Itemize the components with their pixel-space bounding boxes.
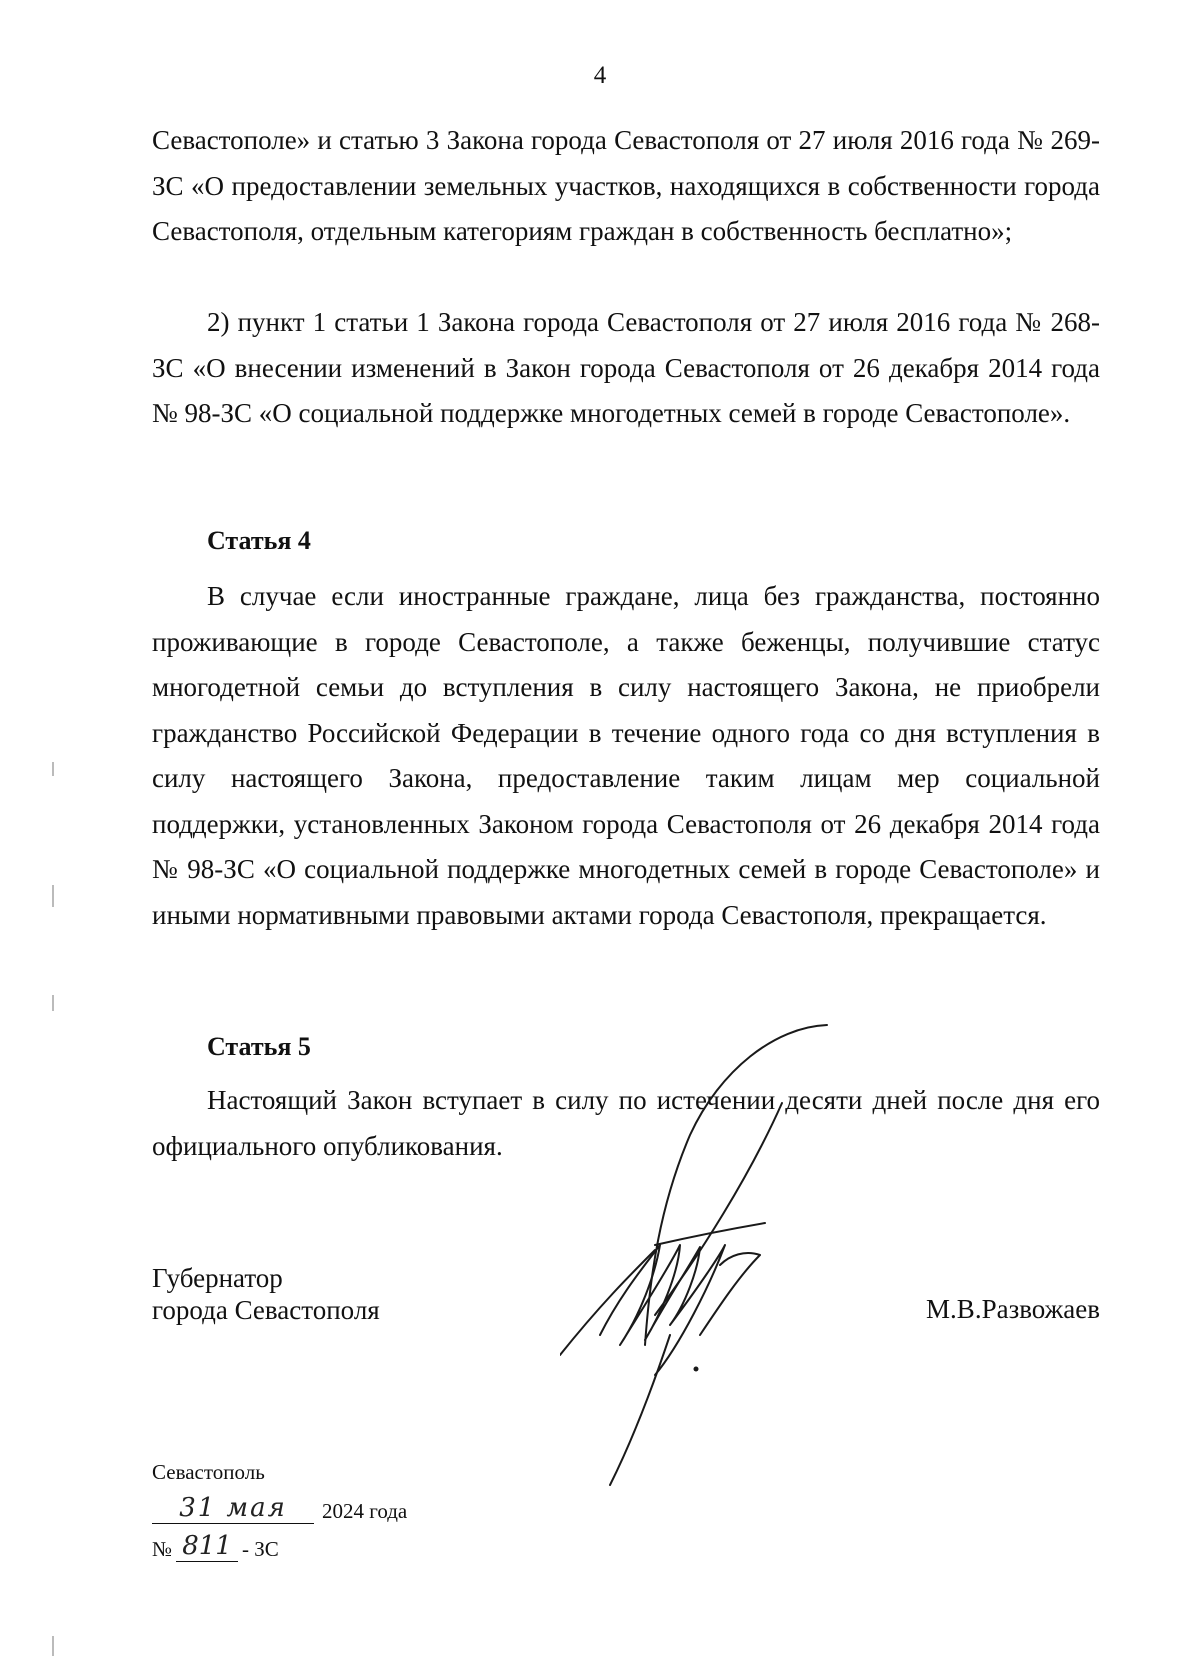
- article-4-text: В случае если иностранные граждане, лица без гражданства, постоянно проживающие в городе Севастополе, а также беженцы, получившие статус многодетной семьи до вступления в силу настоящего Закона, не приобрели гражданство Российской Федерации в течение одного года со дня вступления в силу настоящего Закона, предоставление таким лицам мер социальной поддержки, установленных Законом города Севастополя от 26 декабря 2014 года № 98-ЗС «О социальной поддержке многодетных семей в городе Севастополе» и иными нормативными правовыми актами города Севастополя, прекращается.: [152, 581, 1100, 930]
- footer-year: 2024 года: [322, 1499, 408, 1523]
- number-sign: №: [152, 1537, 173, 1561]
- handwritten-signature: [560, 1015, 860, 1495]
- footer-date: [152, 1492, 407, 1524]
- footer-city: Севастополь: [152, 1460, 265, 1484]
- scan-edge-mark: [52, 1636, 54, 1656]
- scan-edge-mark: [52, 995, 54, 1011]
- article-4-heading: Статья 4: [207, 526, 311, 555]
- paragraph-continuation: Севастополе» и статью 3 Закона города Севастополя от 27 июля 2016 года № 269-ЗС «О предоставлении земельных участков, находящихся в собственности города Севастополя, отдельным категориям граждан в собственность бесплатно»;: [152, 125, 1100, 246]
- signer-position: [152, 1262, 380, 1326]
- scan-edge-mark: [52, 885, 54, 907]
- page-number: 4: [593, 62, 607, 89]
- number-suffix: - ЗС: [242, 1537, 279, 1561]
- scan-edge-mark: [52, 762, 54, 776]
- handwritten-number: 811: [176, 1531, 238, 1562]
- footer-law-number: [152, 1530, 279, 1562]
- article-5-heading: Статья 5: [207, 1032, 311, 1061]
- article-5-text: Настоящий Закон вступает в силу по истечении десяти дней после дня его официального опубликования.: [152, 1085, 1100, 1161]
- handwritten-date: 31 мая: [152, 1493, 314, 1524]
- signer-position-line-2: города Севастополя: [152, 1295, 380, 1325]
- paragraph-item-2: 2) пункт 1 статьи 1 Закона города Севастополя от 27 июля 2016 года № 268-ЗС «О внесении изменений в Закон города Севастополя от 26 декабря 2014 года № 98-ЗС «О социальной поддержке многодетных семей в городе Севастополе».: [152, 307, 1100, 428]
- signer-name: М.В.Развожаев: [926, 1294, 1100, 1324]
- signer-position-line-1: Губернатор: [152, 1263, 283, 1293]
